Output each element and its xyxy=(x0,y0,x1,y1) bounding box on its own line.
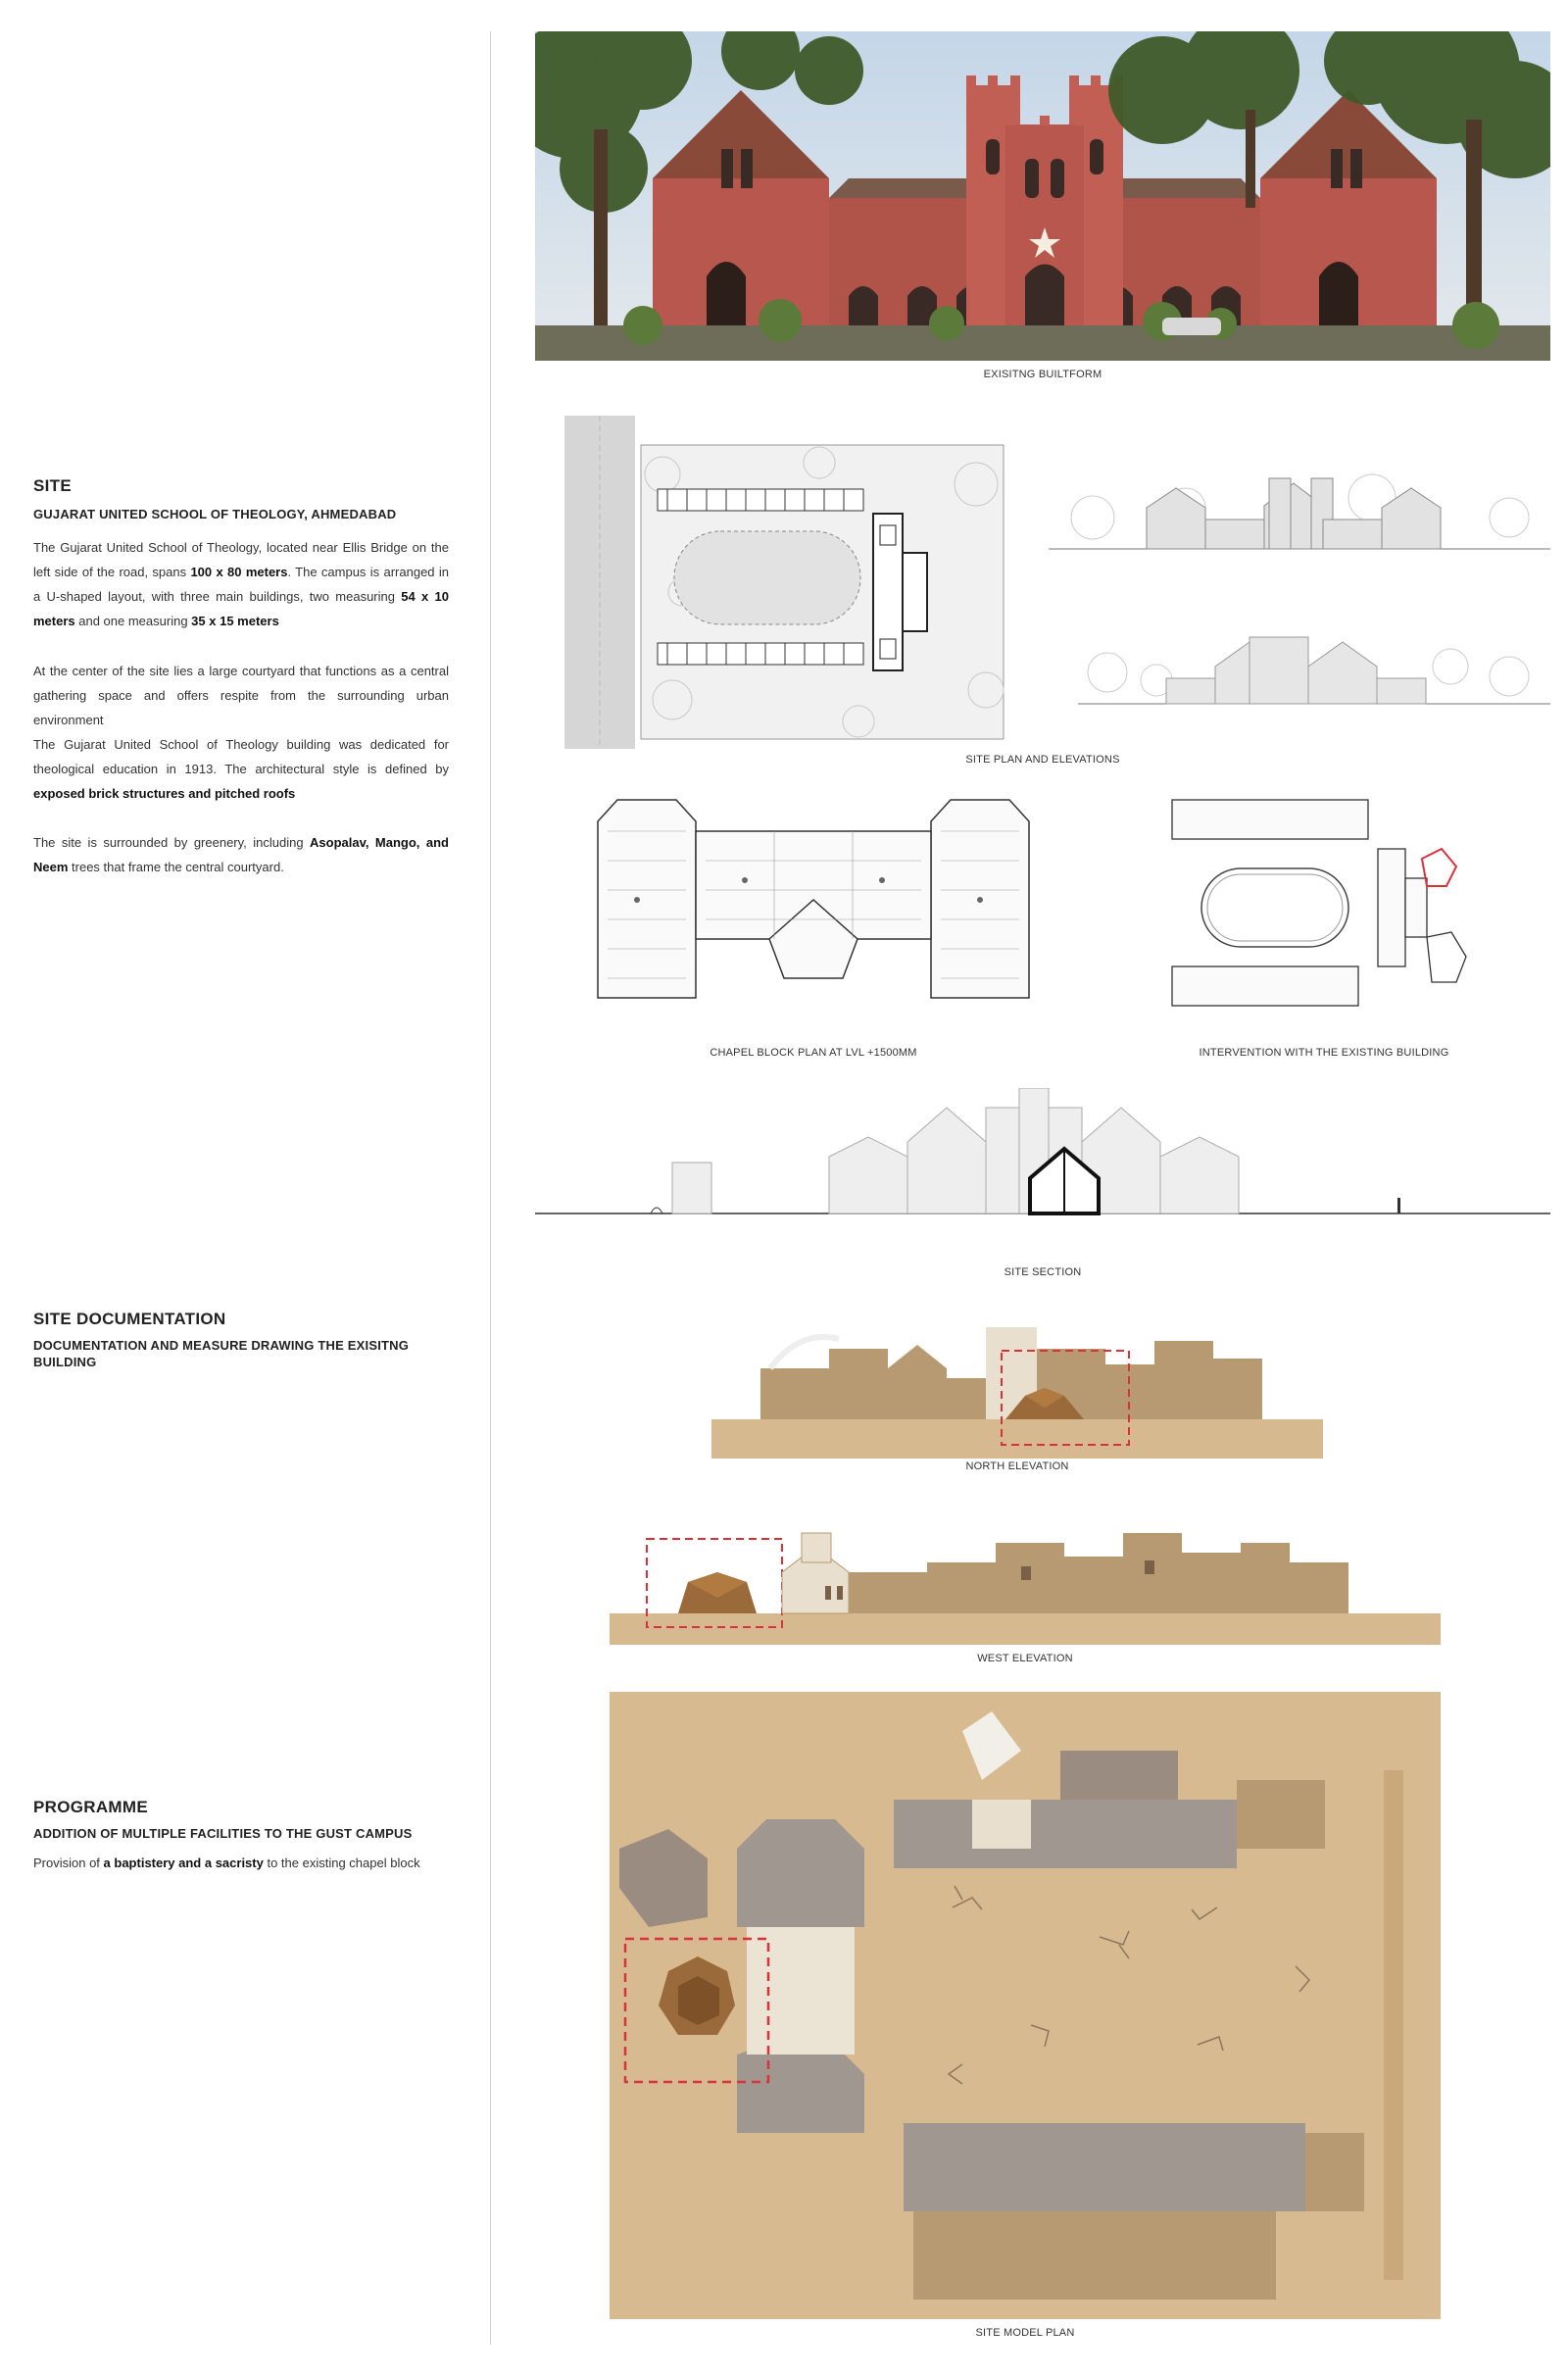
site-elevation-2 xyxy=(1078,598,1550,716)
programme-paragraph: Provision of a baptistery and a sacristy to the existing chapel block xyxy=(33,1856,420,1870)
site-title: SITE xyxy=(33,476,72,495)
site-subtitle: GUJARAT UNITED SCHOOL OF THEOLOGY, AHMEDABAD xyxy=(33,507,397,521)
caption-west-elevation: WEST ELEVATION xyxy=(977,1653,1073,1664)
caption-site-section: SITE SECTION xyxy=(1004,1266,1082,1278)
programme-subtitle: ADDITION OF MULTIPLE FACILITIES TO THE GUST CAMPUS xyxy=(33,1826,413,1841)
site-paragraph-4: The site is surrounded by greenery, including Asopalav, Mango, and Neem trees that frame the central courtyard. xyxy=(33,835,449,874)
programme-title: PROGRAMME xyxy=(33,1798,148,1816)
documentation-subtitle: DOCUMENTATION AND MEASURE DRAWING THE EXISITNG BUILDING xyxy=(33,1338,410,1369)
caption-north-elevation: NORTH ELEVATION xyxy=(965,1460,1069,1472)
site-elevation-1 xyxy=(1049,439,1550,567)
site-model-plan xyxy=(610,1692,1441,2319)
existing-builtform-photo xyxy=(535,31,1550,361)
site-paragraph-3: The Gujarat United School of Theology building was dedicated for theological education in 1913. The architectural style is defined by exposed brick structures and pitched roofs xyxy=(33,737,449,801)
north-elevation-model xyxy=(711,1310,1323,1459)
site-paragraph-1: The Gujarat United School of Theology, located near Ellis Bridge on the left side of the road, spans 100 x 80 meters. The campus is arranged in a U-shaped layout, with three main buildings, two measuring 54 x 10 meters and one measuring 35 x 15 meters xyxy=(33,540,450,628)
caption-site-model: SITE MODEL PLAN xyxy=(975,2327,1075,2339)
caption-chapel-plan: CHAPEL BLOCK PLAN AT LVL +1500MM xyxy=(710,1047,917,1059)
column-divider xyxy=(490,31,491,2345)
chapel-block-plan xyxy=(578,792,1049,1023)
caption-intervention: INTERVENTION WITH THE EXISTING BUILDING xyxy=(1199,1047,1449,1059)
site-paragraph-2: At the center of the site lies a large courtyard that functions as a central gathering space and offers respite from the surrounding urban environment xyxy=(33,664,449,727)
west-elevation-model xyxy=(610,1504,1441,1645)
site-section-drawing xyxy=(535,1088,1550,1255)
left-text-column xyxy=(0,0,490,2376)
caption-existing-builtform: EXISITNG BUILTFORM xyxy=(983,369,1102,380)
intervention-plan xyxy=(1162,790,1486,1021)
site-plan-drawing xyxy=(564,416,1015,749)
caption-site-plan: SITE PLAN AND ELEVATIONS xyxy=(965,754,1120,766)
documentation-title: SITE DOCUMENTATION xyxy=(33,1310,226,1328)
